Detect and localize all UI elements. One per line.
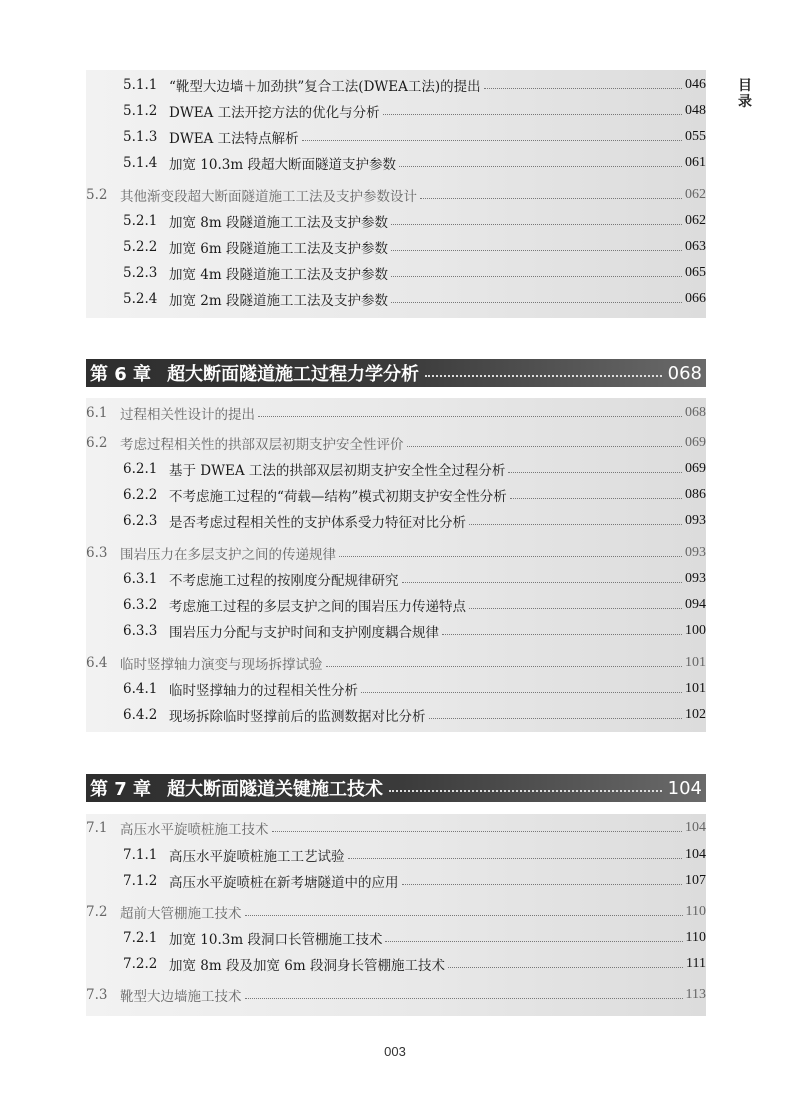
entry-title: 加宽 4m 段隧道施工工法及支护参数 (169, 267, 388, 283)
dot-leader (425, 375, 662, 377)
entry-number: 6.2 (86, 435, 108, 451)
dot-leader (272, 830, 683, 832)
dot-leader (339, 555, 682, 557)
toc-entry-5-2-3[interactable] (86, 260, 706, 286)
toc-entry-7-1[interactable] (86, 815, 706, 841)
dot-leader (510, 497, 682, 499)
dot-leader (245, 997, 683, 999)
entry-number: 6.4 (86, 655, 108, 671)
entry-page: 061 (685, 155, 706, 170)
entry-title: DWEA 工法开挖方法的优化与分析 (169, 105, 380, 121)
dot-leader (399, 165, 682, 167)
toc-entry-7-2[interactable] (86, 899, 706, 925)
toc-entry-6-3[interactable] (86, 540, 706, 566)
entry-page: 107 (685, 873, 706, 888)
entry-page: 104 (685, 847, 706, 862)
entry-title: 临时竖撑轴力的过程相关性分析 (169, 683, 358, 699)
entry-title: 是否考虑过程相关性的支护体系受力特征对比分析 (169, 515, 466, 531)
dot-leader (391, 223, 682, 225)
entry-title: 高压水平旋喷桩施工工艺试验 (169, 849, 345, 865)
entry-number: 7.3 (86, 987, 108, 1003)
page-number: 003 (384, 1044, 406, 1059)
entry-number: 6.4.1 (123, 681, 158, 697)
toc-entry-5-1-4[interactable] (86, 150, 706, 176)
entry-title: 加宽 6m 段隧道施工工法及支护参数 (169, 241, 388, 257)
entry-number: 7.2.2 (123, 956, 158, 972)
entry-title: 围岩压力在多层支护之间的传递规律 (120, 547, 336, 563)
entry-title: “靴型大边墙＋加劲拱”复合工法(DWEA工法)的提出 (169, 79, 481, 95)
entry-page: 069 (685, 461, 706, 476)
entry-number: 7.2.1 (123, 930, 158, 946)
dot-leader (385, 940, 682, 942)
entry-page: 046 (685, 77, 706, 92)
chapter-title: 超大断面隧道关键施工技术 (167, 779, 384, 800)
entry-number: 5.1.4 (123, 155, 158, 171)
entry-page: 102 (685, 707, 706, 722)
entry-number: 6.4.2 (123, 707, 158, 723)
toc-entry-6-3-3[interactable] (86, 618, 706, 644)
entry-page: 055 (685, 129, 706, 144)
dot-leader (402, 883, 683, 885)
entry-number: 6.2.3 (123, 513, 158, 529)
entry-page: 062 (685, 213, 706, 228)
toc-entry-5-2-4[interactable] (86, 286, 706, 312)
entry-page: 110 (685, 930, 706, 945)
entry-title: 考虑施工过程的多层支护之间的围岩压力传递特点 (169, 599, 466, 615)
toc-entry-7-3[interactable] (86, 982, 706, 1008)
entry-title: 加宽 8m 段隧道施工工法及支护参数 (169, 215, 388, 231)
toc-entry-6-4[interactable] (86, 650, 706, 676)
entry-number: 6.3.2 (123, 597, 158, 613)
entry-title: 过程相关性设计的提出 (120, 407, 255, 423)
dot-leader (448, 966, 683, 968)
chapter-title: 超大断面隧道施工过程力学分析 (167, 364, 420, 385)
dot-leader (348, 857, 683, 859)
toc-entry-7-1-1[interactable] (86, 842, 706, 868)
entry-title: 高压水平旋喷桩在新考塘隧道中的应用 (169, 875, 399, 891)
chapter-number: 第 7 章 (90, 779, 152, 800)
dot-leader (407, 445, 683, 447)
entry-number: 5.2 (86, 187, 108, 203)
toc-entry-6-2-2[interactable] (86, 482, 706, 508)
dot-leader (245, 914, 683, 916)
entry-title: 基于 DWEA 工法的拱部双层初期支护安全性全过程分析 (169, 463, 506, 479)
entry-number: 6.3 (86, 545, 108, 561)
toc-block-chapter6 (86, 398, 706, 732)
dot-leader (258, 415, 682, 417)
entry-title: 临时竖撑轴力演变与现场拆撑试验 (120, 657, 323, 673)
dot-leader (469, 523, 682, 525)
entry-page: 101 (685, 681, 706, 696)
entry-number: 7.2 (86, 904, 108, 920)
toc-entry-5-2-1[interactable] (86, 208, 706, 234)
dot-leader (469, 607, 682, 609)
toc-block-chapter7 (86, 814, 706, 1016)
chapter-page: 104 (667, 777, 702, 799)
chapter-6-heading[interactable] (86, 359, 706, 387)
entry-number: 6.3.3 (123, 623, 158, 639)
entry-page: 068 (685, 405, 706, 420)
entry-page: 048 (685, 103, 706, 118)
entry-page: 069 (685, 435, 706, 450)
entry-page: 066 (685, 291, 706, 306)
side-tab-char-1: 目 (738, 78, 752, 94)
entry-page: 104 (685, 820, 706, 835)
entry-number: 5.1.2 (123, 103, 158, 119)
dot-leader (326, 665, 683, 667)
dot-leader (429, 717, 683, 719)
entry-number: 7.1.2 (123, 873, 158, 889)
entry-title: 不考虑施工过程的“荷载—结构”模式初期支护安全性分析 (169, 489, 507, 505)
entry-title: 靴型大边墙施工技术 (120, 989, 242, 1005)
toc-entry-5-1-3[interactable] (86, 124, 706, 150)
entry-page: 063 (685, 239, 706, 254)
dot-leader (391, 301, 682, 303)
entry-page: 093 (685, 513, 706, 528)
entry-number: 6.3.1 (123, 571, 158, 587)
toc-entry-5-2[interactable] (86, 182, 706, 208)
toc-block-chapter5 (86, 70, 706, 318)
entry-number: 6.2.2 (123, 487, 158, 503)
toc-entry-5-1-2[interactable] (86, 98, 706, 124)
toc-entry-6-3-1[interactable] (86, 566, 706, 592)
dot-leader (402, 581, 683, 583)
entry-title: 高压水平旋喷桩施工技术 (120, 822, 269, 838)
entry-title: 超前大管棚施工技术 (120, 906, 242, 922)
entry-number: 5.2.2 (123, 239, 158, 255)
toc-entry-5-2-2[interactable] (86, 234, 706, 260)
entry-number: 6.2.1 (123, 461, 158, 477)
toc-entry-7-2-2[interactable] (86, 951, 706, 977)
chapter-7-heading[interactable] (86, 774, 706, 802)
toc-entry-6-1[interactable] (86, 400, 706, 426)
entry-page: 094 (685, 597, 706, 612)
entry-title: 加宽 8m 段及加宽 6m 段洞身长管棚施工技术 (169, 958, 445, 974)
toc-entry-5-1-1[interactable] (86, 72, 706, 98)
entry-page: 100 (685, 623, 706, 638)
entry-title: 不考虑施工过程的按刚度分配规律研究 (169, 573, 399, 589)
entry-title: 加宽 2m 段隧道施工工法及支护参数 (169, 293, 388, 309)
entry-number: 5.1.1 (123, 77, 158, 93)
entry-title: 现场拆除临时竖撑前后的监测数据对比分析 (169, 709, 426, 725)
entry-page: 093 (685, 545, 706, 560)
entry-page: 086 (685, 487, 706, 502)
toc-entry-7-2-1[interactable] (86, 925, 706, 951)
entry-title: 加宽 10.3m 段洞口长管棚施工技术 (169, 932, 383, 948)
entry-number: 6.1 (86, 405, 108, 421)
entry-page: 110 (685, 904, 706, 919)
entry-number: 5.2.3 (123, 265, 158, 281)
dot-leader (302, 139, 682, 141)
entry-number: 5.1.3 (123, 129, 158, 145)
entry-page: 062 (685, 187, 706, 202)
toc-entry-6-2-3[interactable] (86, 508, 706, 534)
toc-entry-6-2-1[interactable] (86, 456, 706, 482)
toc-entry-7-1-2[interactable] (86, 868, 706, 894)
dot-leader (361, 691, 682, 693)
side-tab-char-2: 录 (738, 94, 752, 110)
entry-number: 5.2.4 (123, 291, 158, 307)
dot-leader (420, 197, 682, 199)
entry-title: 加宽 10.3m 段超大断面隧道支护参数 (169, 157, 396, 173)
dot-leader (391, 275, 682, 277)
entry-page: 065 (685, 265, 706, 280)
entry-page: 113 (685, 987, 706, 1002)
toc-entry-6-2[interactable] (86, 430, 706, 456)
entry-number: 7.1 (86, 820, 108, 836)
toc-entry-6-4-2[interactable] (86, 702, 706, 728)
dot-leader (383, 113, 682, 115)
entry-page: 093 (685, 571, 706, 586)
entry-title: 围岩压力分配与支护时间和支护刚度耦合规律 (169, 625, 439, 641)
toc-entry-6-3-2[interactable] (86, 592, 706, 618)
entry-number: 5.2.1 (123, 213, 158, 229)
chapter-number: 第 6 章 (90, 364, 152, 385)
dot-leader (508, 471, 682, 473)
entry-page: 101 (685, 655, 706, 670)
side-tab-label (736, 78, 754, 110)
dot-leader (391, 249, 682, 251)
entry-title: 考虑过程相关性的拱部双层初期支护安全性评价 (120, 437, 404, 453)
dot-leader (389, 790, 662, 792)
entry-title: 其他渐变段超大断面隧道施工工法及支护参数设计 (120, 189, 417, 205)
entry-page: 111 (686, 956, 706, 971)
dot-leader (484, 87, 682, 89)
entry-title: DWEA 工法特点解析 (169, 131, 299, 147)
entry-number: 7.1.1 (123, 847, 158, 863)
chapter-page: 068 (667, 362, 702, 384)
dot-leader (442, 633, 682, 635)
toc-entry-6-4-1[interactable] (86, 676, 706, 702)
